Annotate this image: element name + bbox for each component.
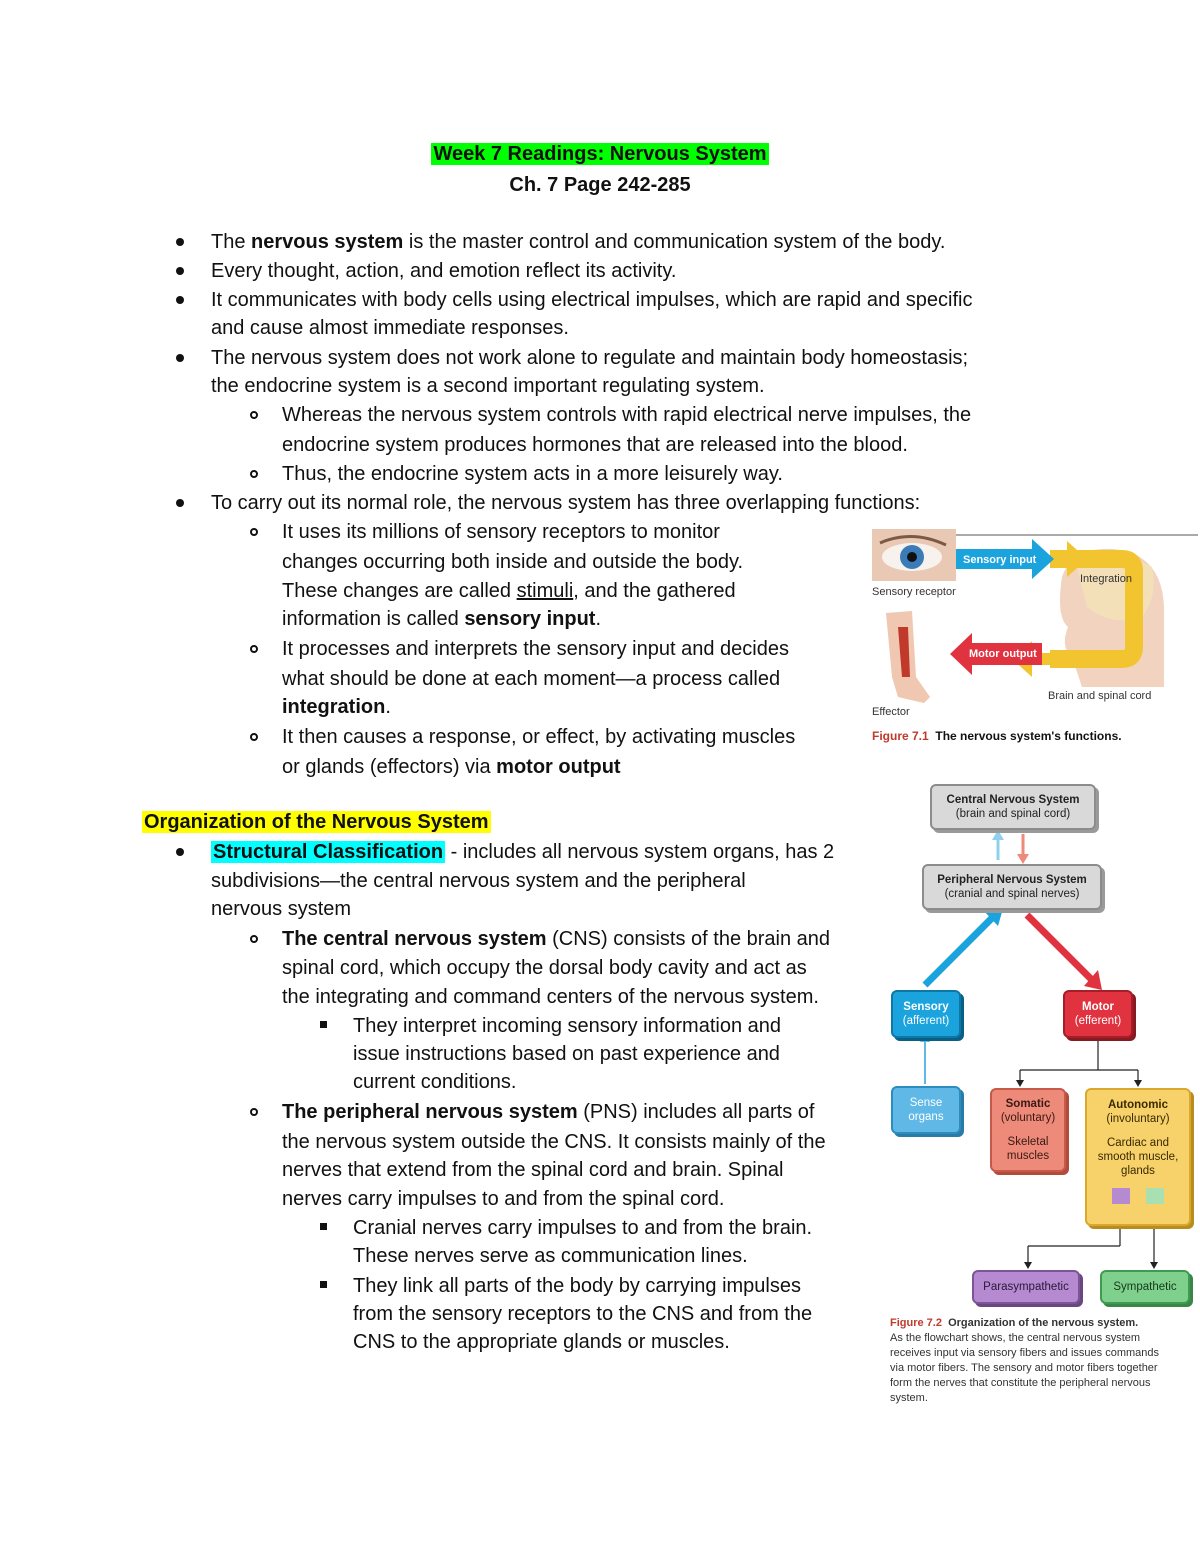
sensory-input-label: Sensory input (963, 554, 1037, 566)
structural-line-2: subdivisions—the central nervous system and the peripheral (211, 870, 746, 892)
pns-sub-1-line-1: Cranial nerves carry impulses to and from the brain. (353, 1217, 813, 1239)
function-1-line-2: changes occurring both inside and outside the body. (282, 551, 744, 573)
document-title: Week 7 Readings: Nervous System (433, 143, 767, 165)
function-2-line-1: It processes and interprets the sensory input and decides (282, 638, 789, 660)
bullet (176, 354, 184, 362)
pns-box: Peripheral Nervous System (cranial and spinal nerves) (922, 864, 1102, 910)
square-bullet (320, 1223, 327, 1230)
endocrine-sub-2: Thus, the endocrine system acts in a more leisurely way. (282, 463, 783, 485)
figure-7-1 (872, 527, 1198, 722)
integration-label: Integration (1080, 573, 1132, 585)
bullet (176, 267, 184, 275)
pns-sub-2-line-1: They link all parts of the body by carrying impulses (353, 1275, 801, 1297)
square-bullet (320, 1021, 327, 1028)
bullet (176, 238, 184, 246)
intro-bullet-1: The nervous system is the master control and communication system of the body. (211, 231, 946, 253)
structural-line-3: nervous system (211, 898, 352, 920)
sub-bullet (250, 1108, 258, 1116)
intro-bullet-3-line-2: and cause almost immediate responses. (211, 317, 569, 339)
intro-bullet-3-line-1: It communicates with body cells using electrical impulses, which are rapid and specific (211, 289, 973, 311)
pns-sub-2-line-2: from the sensory receptors to the CNS and from the (353, 1303, 813, 1325)
intro-bullet-5: To carry out its normal role, the nervous system has three overlapping functions: (211, 492, 921, 514)
brain-spinal-label: Brain and spinal cord (1048, 690, 1152, 702)
function-3-line-2: or glands (effectors) via motor output (282, 756, 621, 778)
sensory-receptor-label: Sensory receptor (872, 586, 956, 598)
function-2-line-2: what should be done at each moment—a process called (282, 668, 781, 690)
sense-organs-box: Sense organs (891, 1086, 961, 1134)
cns-sub-line-1: They interpret incoming sensory information and (353, 1015, 781, 1037)
sub-bullet (250, 411, 258, 419)
bullet (176, 296, 184, 304)
intro-bullet-4-line-1: The nervous system does not work alone to regulate and maintain body homeostasis; (211, 347, 969, 369)
pns-sub-1-line-2: These nerves serve as communication lines. (353, 1245, 748, 1267)
cns-line-3: the integrating and command centers of the nervous system. (282, 986, 819, 1008)
motor-output-label: Motor output (969, 648, 1037, 660)
motor-box: Motor (efferent) (1063, 990, 1133, 1038)
cns-box: Central Nervous System (brain and spinal cord) (930, 784, 1096, 830)
sub-bullet (250, 733, 258, 741)
function-1-line-3: These changes are called stimuli, and the gathered (282, 580, 736, 602)
intro-bullet-4-line-2: the endocrine system is a second important regulating system. (211, 375, 765, 397)
sensory-box: Sensory (afferent) (891, 990, 961, 1038)
pns-sub-2-line-3: CNS to the appropriate glands or muscles. (353, 1331, 730, 1353)
function-1-line-1: It uses its millions of sensory receptors to monitor (282, 521, 720, 543)
endocrine-sub-1-line-2: endocrine system produces hormones that are released into the blood. (282, 434, 908, 456)
figure-7-2-connectors (880, 780, 1198, 1310)
function-3-line-1: It then causes a response, or effect, by activating muscles (282, 726, 796, 748)
cns-line-1: The central nervous system (CNS) consists of the brain and (282, 928, 831, 950)
pns-line-4: nerves carry impulses to and from the spinal cord. (282, 1188, 725, 1210)
sub-bullet (250, 935, 258, 943)
pns-line-2: the nervous system outside the CNS. It consists mainly of the (282, 1131, 826, 1153)
sub-bullet (250, 528, 258, 536)
parasympathetic-swatch (1112, 1188, 1130, 1204)
square-bullet (320, 1281, 327, 1288)
endocrine-sub-1-line-1: Whereas the nervous system controls with rapid electrical nerve impulses, the (282, 404, 972, 426)
cns-sub-line-3: current conditions. (353, 1071, 517, 1093)
autonomic-box: Autonomic (involuntary) Cardiac and smooth muscle, glands (1085, 1088, 1191, 1226)
pns-line-1: The peripheral nervous system (PNS) includes all parts of (282, 1101, 815, 1123)
section-heading: Organization of the Nervous System (144, 811, 489, 833)
sub-bullet (250, 470, 258, 478)
sympathetic-box: Sympathetic (1100, 1270, 1190, 1304)
intro-bullet-2: Every thought, action, and emotion reflect its activity. (211, 260, 677, 282)
somatic-box: Somatic (voluntary) Skeletal muscles (990, 1088, 1066, 1172)
figure-7-1-caption: Figure 7.1 The nervous system's functions. (872, 729, 1122, 743)
function-2-line-3: integration. (282, 696, 391, 718)
bullet (176, 499, 184, 507)
cns-line-2: spinal cord, which occupy the dorsal body cavity and act as (282, 957, 807, 979)
bullet (176, 848, 184, 856)
sympathetic-swatch (1146, 1188, 1164, 1204)
effector-label: Effector (872, 706, 910, 718)
cns-sub-line-2: issue instructions based on past experience and (353, 1043, 780, 1065)
figure-7-2-caption: Figure 7.2 Organization of the nervous system. As the flowchart shows, the central nervous system receives input via sensory fibers and issues commands via motor fibers. The sensory and motor fibers together form the nerves that constitute the peripheral nervous system. (890, 1317, 1160, 1404)
structural-line-1: Structural Classification - includes all nervous system organs, has 2 (213, 841, 835, 863)
sub-bullet (250, 645, 258, 653)
parasympathetic-box: Parasympathetic (972, 1270, 1080, 1304)
function-1-line-4: information is called sensory input. (282, 608, 602, 630)
document-subtitle: Ch. 7 Page 242-285 (509, 174, 691, 196)
pns-line-3: nerves that extend from the spinal cord and brain. Spinal (282, 1159, 784, 1181)
